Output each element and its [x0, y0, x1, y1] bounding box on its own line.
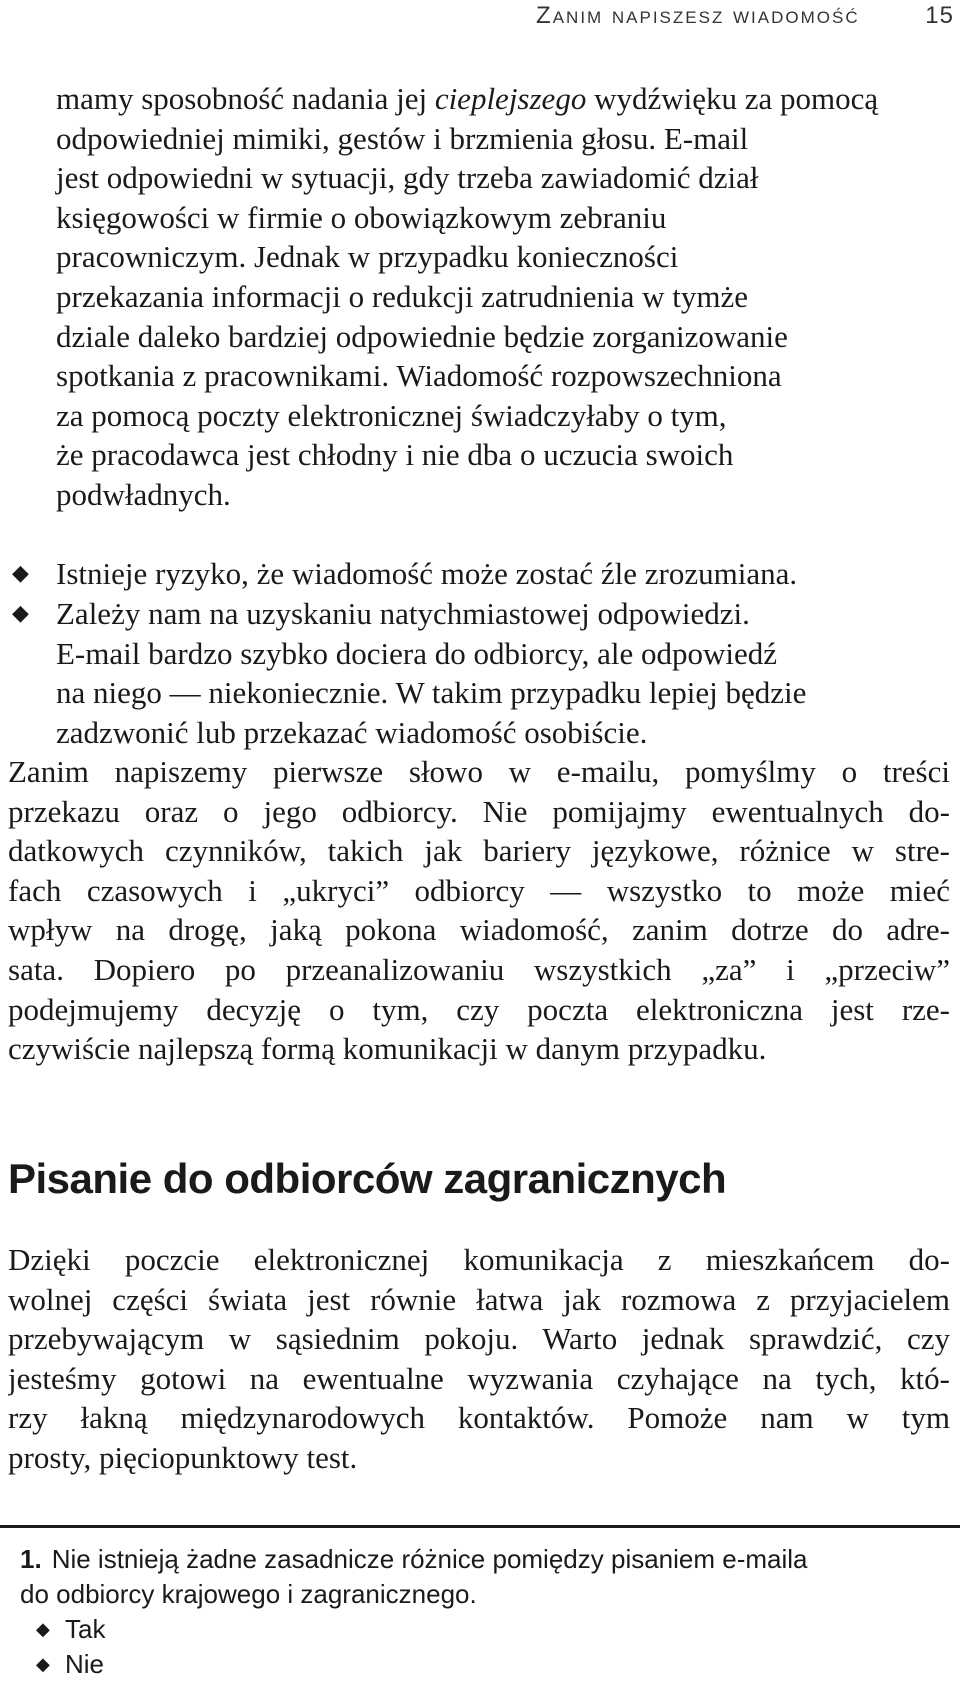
text-line: spotkania z pracownikami. Wiadomość rozpowszechniona [56, 358, 782, 394]
text-line: za pomocą poczty elektronicznej świadczyłaby o tym, [56, 397, 727, 433]
answer-label: Nie [65, 1649, 105, 1679]
text-line: czywiście najlepszą formą komunikacji w danym przypadku. [8, 1031, 767, 1067]
diamond-bullet-icon: ◆ [12, 561, 29, 586]
emphasis: cieplejszego [434, 81, 587, 116]
text-line: jest odpowiedni w sytuacji, gdy trzeba zawiadomić dział [56, 160, 759, 196]
text-line: sata. Dopiero po przeanalizowaniu wszystkich „za” i „przeciw” [8, 951, 950, 987]
text-line: Istnieje ryzyko, że wiadomość może zostać źle zrozumiana. [56, 556, 798, 591]
text-line: E-mail bardzo szybko dociera do odbiorcy, ale odpowiedź [56, 635, 778, 671]
text-line: wolnej części świata jest równie łatwa jak rozmowa z przyjacielem [8, 1281, 950, 1317]
text-line: prosty, pięciopunktowy test. [8, 1439, 358, 1475]
text-line: podwładnych. [56, 476, 231, 512]
bullet-item [8, 594, 950, 752]
text-line: odpowiedniej mimiki, gestów i brzmienia głosu. E-mail [56, 120, 749, 156]
body-paragraph [8, 1240, 950, 1478]
text-line: księgowości w firmie o obowiązkowym zebraniu [56, 199, 667, 235]
running-head [536, 2, 954, 30]
text-line: rzy łakną międzynarodowych kontaktów. Pomoże nam w tym [8, 1400, 950, 1436]
diamond-bullet-icon: ◆ [36, 1654, 50, 1675]
diamond-bullet-icon: ◆ [12, 601, 29, 626]
question-number: 1. [20, 1544, 42, 1574]
question-text: 1. Nie istnieją żadne zasadnicze różnice pomiędzy pisaniem e-maila [20, 1544, 808, 1574]
text-line: że pracodawca jest chłodny i nie dba o uczucia swoich [56, 437, 734, 473]
text-line: dziale daleko bardziej odpowiednie będzie zorganizowanie [56, 318, 788, 354]
chapter-title: Zanim napiszesz wiadomość [536, 2, 860, 29]
text-line: przebywającym w sąsiednim pokoju. Warto jednak sprawdzić, czy [8, 1321, 950, 1357]
divider [0, 1525, 960, 1528]
section-heading: Pisanie do odbiorców zagranicznych [8, 1155, 727, 1202]
intro-paragraph [8, 79, 950, 515]
text-line: wpływ na drogę, jaką pokona wiadomość, zanim dotrze do adre- [8, 912, 950, 948]
text-line: przekazania informacji o redukcji zatrudnienia w tymże [56, 278, 749, 314]
text-line: fach czasowych i „ukryci” odbiorcy — wszystko to może mieć [8, 872, 950, 908]
text-line: datkowych czynników, takich jak bariery językowe, różnice w stre- [8, 833, 950, 869]
text-line: jesteśmy gotowi na ewentualne wyzwania czyhające na tych, któ- [8, 1360, 950, 1396]
diamond-bullet-icon: ◆ [36, 1619, 50, 1640]
text-line: Dzięki poczcie elektronicznej komunikacja z mieszkańcem do- [8, 1242, 950, 1277]
body-paragraph [8, 752, 950, 1069]
text-line: mamy sposobność nadania jej cieplejszego wydźwięku za pomocą [56, 81, 879, 116]
quiz-question [20, 1542, 950, 1682]
text-line: zadzwonić lub przekazać wiadomość osobiście. [56, 714, 648, 750]
text-line: Zanim napiszemy pierwsze słowo w e-mailu, pomyślmy o treści [8, 754, 950, 789]
text-line: na niego — niekoniecznie. W takim przypadku lepiej będzie [56, 675, 807, 711]
answer-option-nie[interactable] [20, 1647, 950, 1682]
text-line: przekazu oraz o jego odbiorcy. Nie pomijajmy ewentualnych do- [8, 793, 950, 829]
text-line: Zależy nam na uzyskaniu natychmiastowej odpowiedzi. [56, 596, 750, 631]
answer-option-tak[interactable] [20, 1612, 950, 1647]
question-text: do odbiorcy krajowego i zagranicznego. [20, 1579, 477, 1609]
answer-label: Tak [65, 1614, 106, 1644]
bullet-item [8, 554, 950, 594]
text-line: podejmujemy decyzję o tym, czy poczta elektroniczna jest rze- [8, 991, 950, 1027]
page-number: 15 [925, 2, 954, 29]
text-line: pracowniczym. Jednak w przypadku konieczności [56, 239, 679, 275]
